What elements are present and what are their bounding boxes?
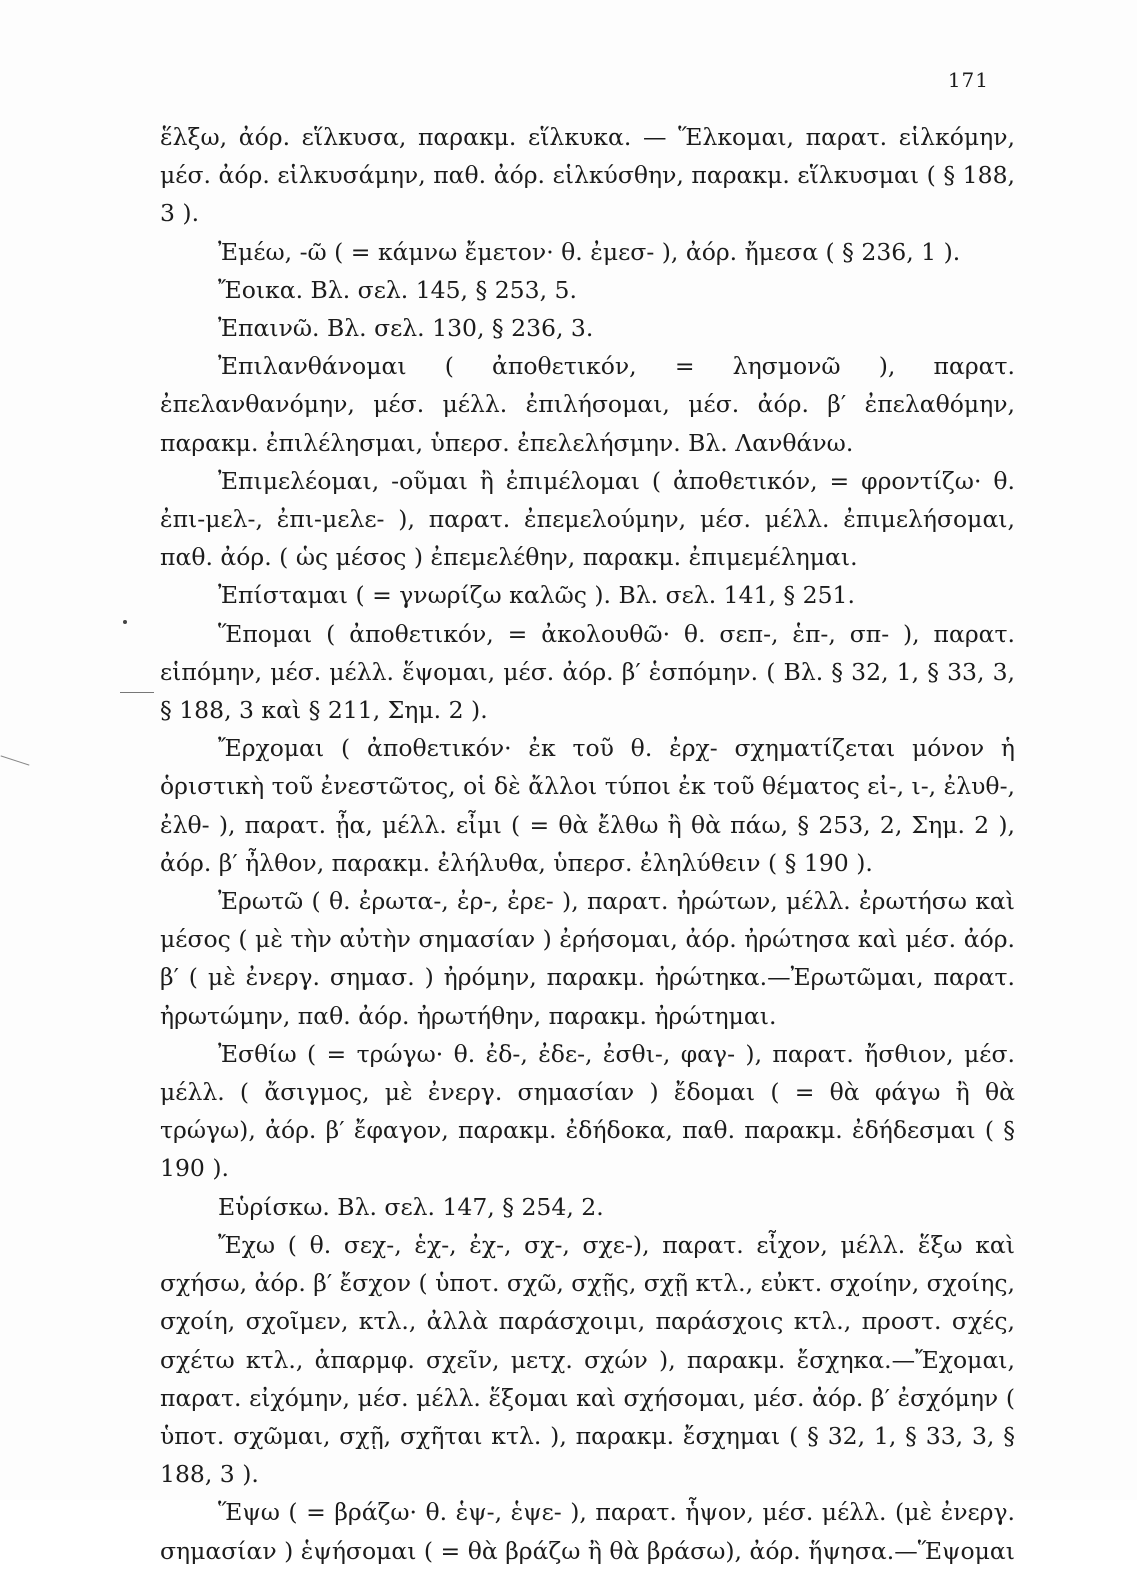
entry-esthio: Ἐσθίω ( = τρώγω· θ. ἐδ-, ἐδε-, ἐσθι-, φαγ- ), παρατ. ἤσθιον, μέσ. μέλλ. ( ἄσιγμος, μὲ ἐνεργ. σημασίαν ) ἔδομαι ( = θὰ φάγω ἢ θὰ τρώγω), ἀόρ. β′ ἔφαγον, παρακμ. ἐδήδοκα, παθ. παρακμ. ἐδήδεσμαι ( § 190 ). <box>160 1039 1015 1183</box>
entry-epilanthanomai: Ἐπιλανθάνομαι ( ἀποθετικόν, = λησμονῶ ), παρατ. ἐπελανθανόμην, μέσ. μέλλ. ἐπιλήσομαι, μέσ. ἀόρ. β′ ἐπελαθόμην, παρακμ. ἐπιλέλησμαι, ὑπερσ. ἐπελελήσμην. Βλ. Λανθάνω. <box>160 352 1015 457</box>
entry-hepomai: Ἕπομαι ( ἀποθετικόν, = ἀκολουθῶ· θ. σεπ-, ἑπ-, σπ- ), παρατ. εἱπόμην, μέσ. μέλλ. ἕψομαι, μέσ. ἀόρ. β′ ἑσπόμην. ( Βλ. § 32, 1, § 33, 3, § 188, 3 καὶ § 211, Σημ. 2 ). <box>160 619 1015 725</box>
entry-eroto: Ἐρωτῶ ( θ. ἐρωτα-, ἐρ-, ἐρε- ), παρατ. ἠρώτων, μέλλ. ἐρωτήσω καὶ μέσος ( μὲ τὴν αὐτὴν σημασίαν ) ἐρήσομαι, ἀόρ. ἠρώτησα καὶ μέσ. ἀόρ. β′ ( μὲ ἐνεργ. σημασ. ) ἠρόμην, παρακμ. ἠρώτηκα.—Ἐρωτῶμαι, παρατ. ἠρωτώμην, παθ. ἀόρ. ἠρωτήθην, παρακμ. ἠρώτημαι. <box>160 887 1015 1030</box>
margin-mark-dot <box>123 620 127 624</box>
entry-helko-continuation: ἕλξω, ἀόρ. εἵλκυσα, παρακμ. εἵλκυκα. — Ἕλκομαι, παρατ. εἱλκόμην, μέσ. ἀόρ. εἱλκυσάμην, παθ. ἀόρ. εἱλκύσθην, παρακμ. εἵλκυσμαι ( § 188, 3 ). <box>160 123 1015 228</box>
entry-erchomai: Ἔρχομαι ( ἀποθετικόν· ἐκ τοῦ θ. ἐρχ- σχηματίζεται μόνον ἡ ὁριστικὴ τοῦ ἐνεστῶτος, οἱ δὲ ἄλλοι τύποι ἐκ τοῦ θέματος εἰ-, ι-, ἐλυθ-, ἐλθ- ), παρατ. ᾖα, μέλλ. εἶμι ( = θὰ ἔλθω ἢ θὰ πάω, § 253, 2, Σημ. 2 ), ἀόρ. β′ ἦλθον, παρακμ. ἐλήλυθα, ὑπερσ. ἐληλύθειν ( § 190 ). <box>160 734 1015 877</box>
dictionary-text <box>160 118 1015 1570</box>
margin-mark-dash <box>120 692 154 693</box>
entry-hepso: Ἕψω ( = βράζω· θ. ἑψ-, ἑψε- ), παρατ. ἧψον, μέσ. μέλλ. (μὲ ἐνεργ. σημασίαν ) ἑψήσομαι ( = θὰ βράζω ἢ θὰ βράσω), ἀόρ. ἥψησα.—Ἕψομαι <box>160 1498 1015 1565</box>
page-number: 171 <box>947 68 989 92</box>
entry-epistamai: Ἐπίσταμαι ( = γνωρίζω καλῶς ). Βλ. σελ. 141, § 251. <box>218 581 855 610</box>
entry-eoika: Ἔοικα. Βλ. σελ. 145, § 253, 5. <box>218 275 577 304</box>
entry-epimeleomai: Ἐπιμελέομαι, -οῦμαι ἢ ἐπιμέλομαι ( ἀποθετικόν, = φροντίζω· θ. ἐπι-μελ-, ἐπι-μελε- ), παρατ. ἐπεμελούμην, μέσ. μέλλ. ἐπιμελήσομαι, παθ. ἀόρ. ( ὡς μέσος ) ἐπεμελέθην, παρακμ. ἐπιμεμέλημαι. <box>160 466 1015 572</box>
entry-epaino: Ἐπαινῶ. Βλ. σελ. 130, § 236, 3. <box>218 314 594 343</box>
entry-emeo: Ἐμέω, -ῶ ( = κάμνω ἔμετον· θ. ἐμεσ- ), ἀόρ. ἤμεσα ( § 236, 1 ). <box>218 237 961 266</box>
entry-heurisko: Εὑρίσκω. Βλ. σελ. 147, § 254, 2. <box>218 1192 604 1221</box>
margin-mark-stroke <box>1 755 30 765</box>
entry-echo: Ἔχω ( θ. σεχ-, ἑχ-, ἐχ-, σχ-, σχε-), παρατ. εἶχον, μέλλ. ἕξω καὶ σχήσω, ἀόρ. β′ ἔσχον ( ὑποτ. σχῶ, σχῇς, σχῇ κτλ., εὐκτ. σχοίην, σχοίης, σχοίη, σχοῖμεν, κτλ., ἀλλὰ παράσχοιμι, παράσχοις κτλ., προστ. σχές, σχέτω κτλ., ἀπαρμφ. σχεῖν, μετχ. σχών ), παρακμ. ἔσχηκα.—Ἔχομαι, παρατ. εἰχόμην, μέσ. μέλλ. ἕξομαι καὶ σχήσομαι, μέσ. ἀόρ. β′ ἐσχόμην ( ὑποτ. σχῶμαι, σχῇ, σχῆται κτλ. ), παρακμ. ἔσχημαι ( § 32, 1, § 33, 3, § 188, 3 ). <box>160 1230 1015 1489</box>
